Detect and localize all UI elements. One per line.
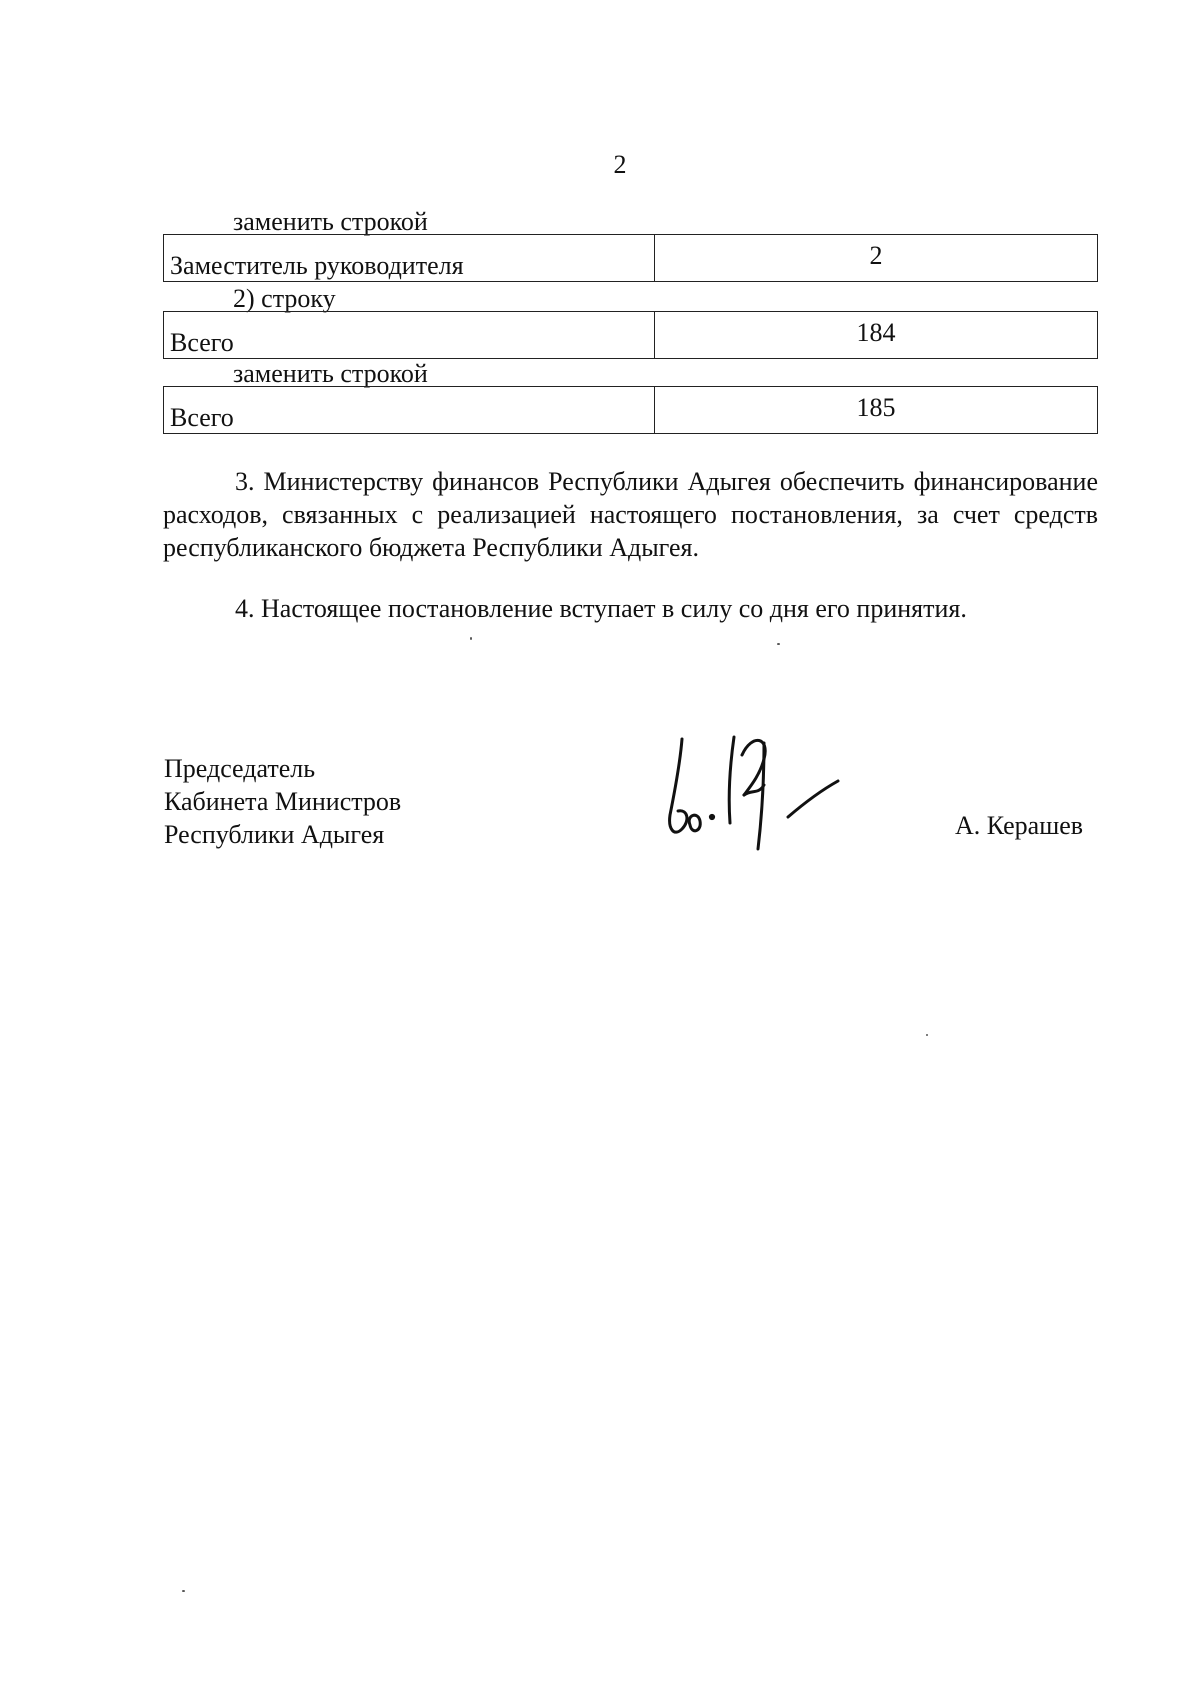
item-2-line: 2) строку bbox=[233, 284, 336, 313]
table-replacement-row-1 bbox=[163, 234, 1098, 282]
signatory-title-line-2: Кабинета Министров bbox=[164, 787, 402, 816]
paragraph-4 bbox=[163, 592, 1098, 625]
table-cell-position: Всего bbox=[164, 387, 655, 434]
table-replacement-row-2 bbox=[163, 386, 1098, 434]
scan-speck bbox=[777, 643, 780, 645]
table-row bbox=[164, 312, 1098, 359]
table-cell-position: Заместитель руководителя bbox=[164, 235, 655, 282]
signatory-title-line-1: Председатель bbox=[164, 754, 316, 783]
table-row bbox=[164, 387, 1098, 434]
table-original-row-2 bbox=[163, 311, 1098, 359]
table-cell-position: Всего bbox=[164, 312, 655, 359]
scan-speck bbox=[470, 637, 472, 640]
table-row bbox=[164, 235, 1098, 282]
page-number: 2 bbox=[613, 150, 627, 179]
signatory-name: А. Керашев bbox=[955, 811, 1084, 840]
paragraph-4-text: 4. Настоящее постановление вступает в силу со дня его принятия. bbox=[235, 594, 967, 623]
handwritten-signature bbox=[652, 725, 852, 855]
table-cell-value: 185 bbox=[655, 387, 1098, 434]
paragraph-3 bbox=[163, 465, 1098, 564]
signatory-title bbox=[164, 752, 401, 851]
paragraph-3-text: 3. Министерству финансов Республики Адыгея обеспечить финансирование расходов, связанных с реализацией настоящего постановления, за счет средств республиканского бюджета Республики Адыгея. bbox=[163, 467, 1098, 562]
replace-with-line-1: заменить строкой bbox=[233, 207, 428, 236]
signatory-title-line-3: Республики Адыгея bbox=[164, 820, 385, 849]
scan-speck bbox=[926, 1034, 928, 1036]
replace-with-line-2: заменить строкой bbox=[233, 359, 428, 388]
table-cell-value: 2 bbox=[655, 235, 1098, 282]
table-cell-value: 184 bbox=[655, 312, 1098, 359]
scan-speck bbox=[182, 1590, 185, 1592]
